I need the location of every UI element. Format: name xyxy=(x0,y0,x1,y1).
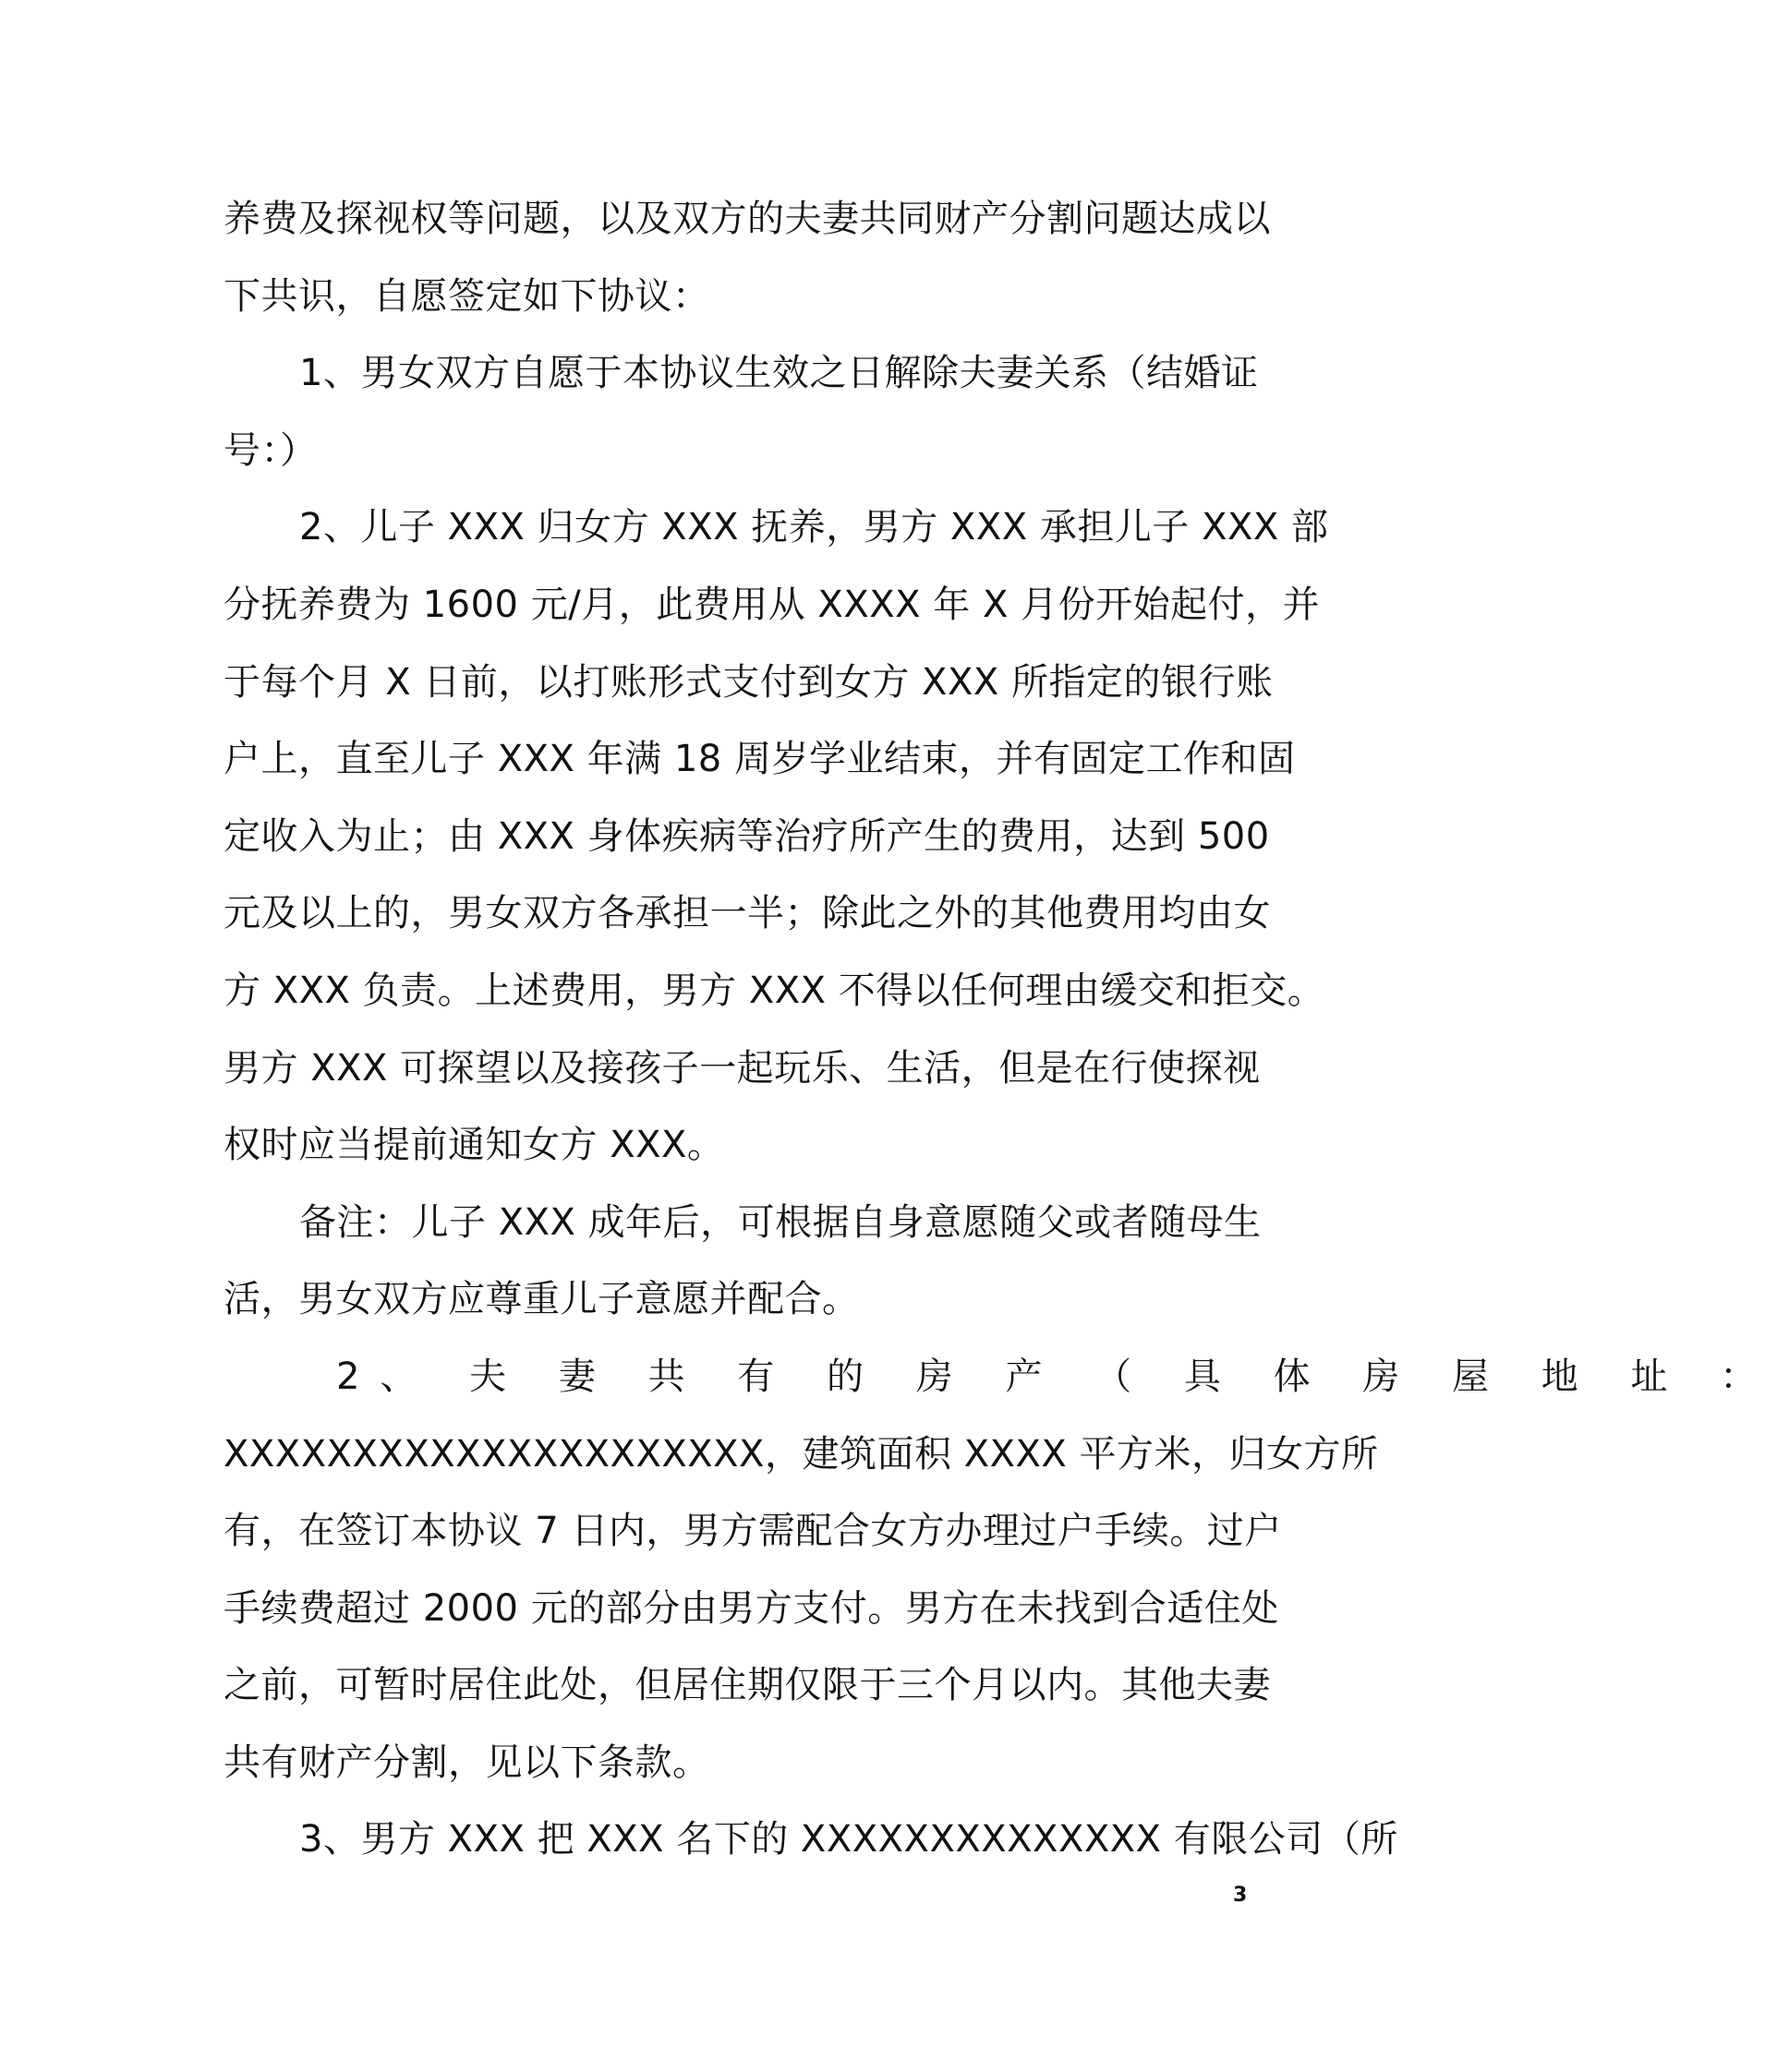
text-line: 元及以上的，男女双方各承担一半；除此之外的其他费用均由女 xyxy=(224,892,1271,935)
note-line: 备注：儿子 XXX 成年后，可根据自身意愿随父或者随母生 xyxy=(299,1200,1262,1244)
document-body xyxy=(224,181,1777,1879)
text-line: 号：） xyxy=(224,428,318,472)
clause-2-line: 2、儿子 XXX 归女方 XXX 抚养，男方 XXX 承担儿子 XXX 部 xyxy=(299,506,1329,549)
text-line: 男方 XXX 可探望以及接孩子一起玩乐、生活，但是在行使探视 xyxy=(224,1046,1261,1090)
text-line: 活，男女双方应尊重儿子意愿并配合。 xyxy=(224,1278,860,1321)
text-line: 养费及探视权等问题，以及双方的夫妻共同财产分割问题达成以 xyxy=(224,198,1271,240)
text-line: 有，在签订本协议 7 日内，男方需配合女方办理过户手续。过户 xyxy=(224,1510,1282,1553)
page-number: 3 xyxy=(1233,1884,1248,1907)
text-line: XXXXXXXXXXXXXXXXXXXXX，建筑面积 XXXX 平方米，归女方所 xyxy=(224,1432,1379,1476)
text-line: 于每个月 X 日前，以打账形式支付到女方 XXX 所指定的银行账 xyxy=(224,660,1274,704)
text-line: 权时应当提前通知女方 XXX。 xyxy=(224,1124,725,1167)
clause-1-line: 1、男女双方自愿于本协议生效之日解除夫妻关系（结婚证 xyxy=(299,352,1259,395)
text-line: 分抚养费为 1600 元/月，此费用从 XXXX 年 X 月份开始起付，并 xyxy=(224,583,1321,626)
clause-2-property-line: 2、 夫 妻 共 有 的 房 产 （ 具 体 房 屋 地 址 ： xyxy=(336,1355,1777,1398)
text-line: 方 XXX 负责。上述费用，男方 XXX 不得以任何理由缓交和拒交。 xyxy=(224,969,1325,1012)
text-line: 手续费超过 2000 元的部分由男方支付。男方在未找到合适住处 xyxy=(224,1586,1279,1630)
text-line: 户上，直至儿子 XXX 年满 18 周岁学业结束，并有固定工作和固 xyxy=(224,738,1296,781)
text-line: 下共识，自愿签定如下协议： xyxy=(224,274,710,318)
clause-3-line: 3、男方 XXX 把 XXX 名下的 XXXXXXXXXXXXXX 有限公司（所 xyxy=(299,1818,1398,1861)
text-line: 定收入为止；由 XXX 身体疾病等治疗所产生的费用，达到 500 xyxy=(224,814,1270,858)
text-line: 之前，可暂时居住此处，但居住期仅限于三个月以内。其他夫妻 xyxy=(224,1664,1271,1707)
text-line: 共有财产分割，见以下条款。 xyxy=(224,1741,710,1784)
